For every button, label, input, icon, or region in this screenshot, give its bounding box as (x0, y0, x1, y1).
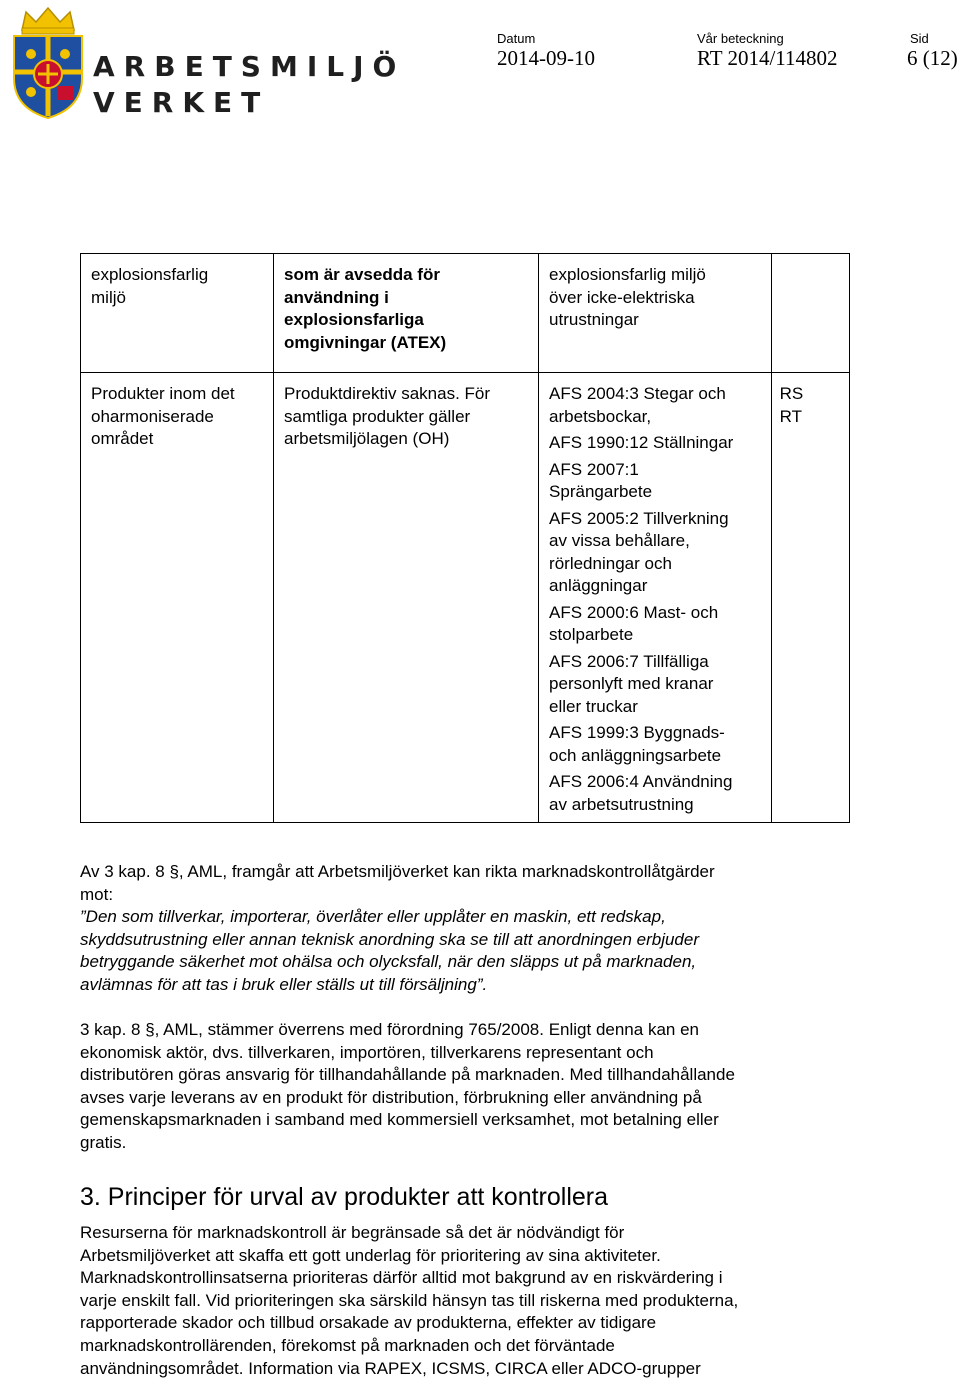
cell-line: över icke-elektriska (549, 287, 695, 307)
beteckning-value: RT 2014/114802 (697, 46, 838, 70)
table-cell (771, 373, 849, 823)
table-cell (81, 254, 274, 373)
cell-line: området (91, 429, 154, 448)
paragraph-aml-intro (80, 861, 850, 997)
cell-line: rörledningar och (549, 553, 672, 573)
paragraph-principles (80, 1222, 850, 1380)
cell-line: explosionsfarliga (284, 310, 424, 329)
regulation-table (80, 253, 850, 823)
text-line: gratis. (80, 1132, 127, 1152)
text-line: 3 kap. 8 §, AML, stämmer överrens med förordning 765/2008. Enligt denna kan en (80, 1020, 699, 1039)
text-line: ekonomisk aktör, dvs. tillverkaren, importören, tillverkarens representant och (80, 1042, 654, 1062)
datum-label: Datum (497, 31, 536, 46)
cell-line: arbetsbockar, (549, 406, 652, 426)
cell-line: och anläggningsarbete (549, 745, 722, 765)
cell-line: oharmoniserade (91, 406, 214, 426)
coat-of-arms-icon (8, 4, 88, 122)
afs-entry (549, 602, 761, 647)
table-row (81, 373, 850, 823)
text-line: Resurserna för marknadskontroll är begränsade så det är nödvändigt för (80, 1223, 625, 1242)
afs-entry (549, 651, 761, 719)
text-line: marknadskontrollärenden, förekomst på marknaden och det förväntade (80, 1335, 615, 1355)
text-line: gemenskapsmarknaden i samband med kommersiell verksamhet, mot betalning eller (80, 1110, 719, 1130)
cell-line: stolparbete (549, 625, 634, 644)
cell-line: Sprängarbete (549, 482, 653, 501)
cell-line: utrustningar (549, 310, 639, 329)
quote-line: skyddsutrustning eller annan teknisk anordning ska se till att anordningen erbjuder (80, 929, 699, 949)
quote-line: betryggande säkerhet mot ohälsa och olycksfall, när den släpps ut på marknaden, (80, 952, 697, 972)
cell-line: eller truckar (549, 696, 638, 716)
sid-label: Sid (910, 31, 929, 46)
agency-logo (8, 4, 406, 124)
table-cell (274, 254, 539, 373)
logo-text-line1: ARBETSMILJÖ (93, 50, 406, 83)
table-cell (539, 254, 772, 373)
text-line: mot: (80, 884, 114, 904)
logo-text-line2: VERKET (93, 86, 270, 119)
afs-entry (549, 722, 761, 767)
cell-line: AFS 2000:6 Mast- och (549, 602, 719, 622)
cell-line: personlyft med kranar (549, 674, 714, 693)
cell-line: av arbetsutrustning (549, 794, 694, 814)
cell-line: RT (779, 406, 803, 426)
text-line: rapporterade skador och tillbud orsakade av produkterna, effekter av tidigare (80, 1313, 657, 1333)
cell-line: AFS 2005:2 Tillverkning (549, 508, 729, 528)
afs-entry (549, 383, 761, 428)
cell-line: samtliga produkter gäller (284, 406, 471, 426)
table-cell (771, 254, 849, 373)
cell-line: explosionsfarlig (91, 265, 209, 284)
cell-line: AFS 2007:1 (549, 459, 639, 479)
table-cell (81, 373, 274, 823)
cell-line: Produktdirektiv saknas. För (284, 384, 491, 403)
table-row (81, 254, 850, 373)
cell-line: miljö (91, 287, 126, 307)
quote-line: ”Den som tillverkar, importerar, överlåter eller upplåter en maskin, ett redskap, (80, 907, 666, 927)
cell-line: AFS 1999:3 Byggnads- (549, 723, 725, 742)
cell-line: av vissa behållare, (549, 531, 690, 550)
cell-line: RS (779, 384, 804, 403)
afs-entry (549, 459, 761, 504)
cell-line: användning i (284, 287, 389, 307)
afs-entry (549, 508, 761, 598)
text-line: användningsområdet. Information via RAPEX, ICSMS, CIRCA eller ADCO-grupper (80, 1358, 701, 1378)
afs-entry (549, 771, 761, 816)
paragraph-regulation (80, 1019, 850, 1155)
cell-line: AFS 2006:4 Användning (549, 772, 733, 791)
cell-line: AFS 2006:7 Tillfälliga (549, 651, 709, 671)
cell-line: omgivningar (ATEX) (284, 332, 447, 352)
text-line: avses varje leverans av en produkt för distribution, förbrukning eller användning på (80, 1087, 702, 1107)
datum-value: 2014-09-10 (497, 46, 595, 70)
text-line: Arbetsmiljöverket att skaffa ett gott underlag för prioritering av sina aktiviteter. (80, 1245, 661, 1265)
cell-line: explosionsfarlig miljö (549, 265, 706, 284)
section-heading: 3. Principer för urval av produkter att kontrollera (80, 1183, 609, 1211)
text-line: Marknadskontrollinsatserna prioriteras därför alltid mot bakgrund av en riskvärdering i (80, 1268, 723, 1288)
text-line: distributören göras ansvarig för tillhandahållande på marknaden. Med tillhandahållande (80, 1065, 735, 1085)
table-cell (539, 373, 772, 823)
sid-value: 6 (12) (907, 46, 958, 70)
quote-line: avlämnas för att tas i bruk eller ställs ut till försäljning”. (80, 974, 488, 994)
cell-line: AFS 2004:3 Stegar och (549, 384, 726, 403)
cell-line: arbetsmiljölagen (OH) (284, 429, 450, 448)
text-line: varje enskilt fall. Vid prioriteringen ska särskild hänsyn tas till riskerna med produkterna, (80, 1290, 739, 1310)
table-cell (274, 373, 539, 823)
beteckning-label: Vår beteckning (697, 31, 784, 46)
cell-line: anläggningar (549, 576, 648, 595)
cell-line: som är avsedda för (284, 265, 440, 284)
afs-entry (549, 432, 761, 455)
text-line: Av 3 kap. 8 §, AML, framgår att Arbetsmiljöverket kan rikta marknadskontrollåtgärder (80, 862, 715, 881)
cell-line: AFS 1990:12 Ställningar (549, 433, 734, 452)
cell-line: Produkter inom det (91, 384, 235, 403)
